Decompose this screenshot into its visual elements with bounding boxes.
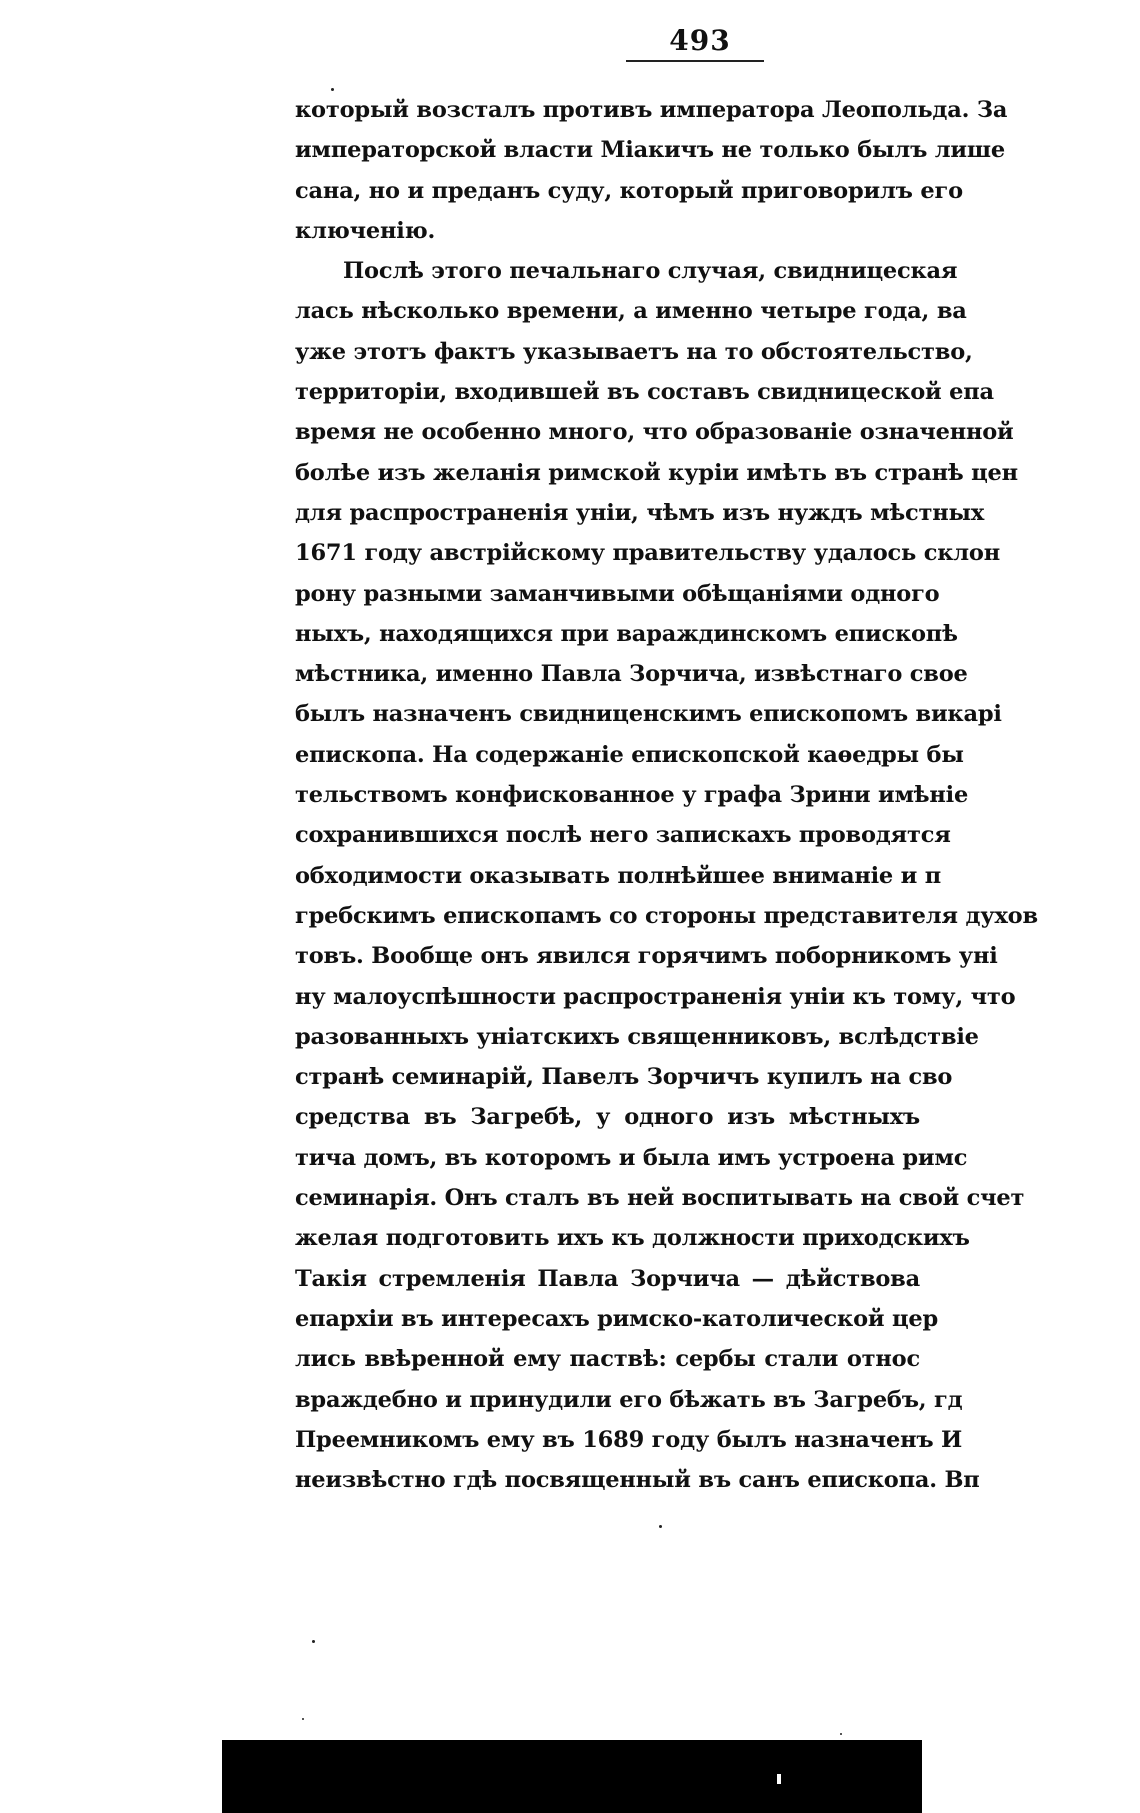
text-line-26: средства въ Загребѣ, у одного изъ мѣстныхъ: [295, 1104, 920, 1131]
text-line-28: семинарія. Онъ сталъ въ ней воспитывать на свой счет: [295, 1185, 1025, 1212]
scan-speck: [302, 1718, 304, 1720]
text-line-11: для распространенія уніи, чѣмъ изъ нуждъ мѣстных: [295, 499, 985, 526]
text-line-34: Преемникомъ ему въ 1689 году былъ назначенъ И: [295, 1426, 963, 1453]
text-line-29: желая подготовить ихъ къ должности приходскихъ: [295, 1225, 970, 1252]
text-line-17: епископа. На содержаніе епископской каѳедры бы: [295, 741, 964, 768]
text-line-4: ключенію.: [295, 217, 436, 244]
text-line-16: былъ назначенъ свидниценскимъ епископомъ викарі: [295, 701, 1002, 728]
text-line-35: неизвѣстно гдѣ посвященный въ санъ епископа. Вп: [295, 1467, 980, 1494]
text-line-25: странѣ семинарій, Павелъ Зорчичъ купилъ на сво: [295, 1064, 953, 1091]
text-line-14: ныхъ, находящихся при вараждинскомъ епископѣ: [295, 620, 958, 647]
text-line-10: болѣе изъ желанія римской куріи имѣть въ странѣ цен: [295, 459, 1018, 486]
text-column: [295, 90, 1038, 1520]
text-line-30: Такія стремленія Павла Зорчича — дѣйствова: [295, 1265, 920, 1292]
text-line-31: епархіи въ интересахъ римско-католической цер: [295, 1305, 939, 1332]
text-line-5: Послѣ этого печальнаго случая, свидницеская: [343, 258, 958, 285]
scan-speck: [659, 1525, 662, 1528]
text-line-21: гребскимъ епископамъ со стороны представителя духов: [295, 902, 1038, 929]
text-line-2: императорской власти Міакичъ не только былъ лише: [295, 137, 1006, 164]
text-line-33: враждебно и принудили его бѣжать въ Загребъ, гд: [295, 1386, 963, 1413]
page-number: 493: [669, 24, 731, 57]
scan-speck: [777, 1774, 781, 1784]
text-line-1: который возсталъ противъ императора Леопольда. За: [295, 97, 1008, 123]
text-line-23: ну малоуспѣшности распространенія уніи къ тому, что: [295, 983, 1016, 1010]
text-line-8: территоріи, входившей въ составъ свидницеской епа: [295, 379, 994, 406]
text-line-3: сана, но и преданъ суду, который приговорилъ его: [295, 177, 963, 204]
text-line-20: обходимости оказывать полнѣйшее вниманіе и п: [295, 862, 942, 889]
scan-speck: [331, 88, 334, 91]
text-line-7: уже этотъ фактъ указываетъ на то обстоятельство,: [295, 338, 973, 365]
text-line-32: лись ввѣренной ему паствѣ: сербы стали относ: [295, 1346, 920, 1373]
text-line-22: товъ. Вообще онъ явился горячимъ поборникомъ уні: [295, 943, 998, 970]
text-line-27: тича домъ, въ которомъ и была имъ устроена римс: [295, 1144, 968, 1171]
text-line-12: 1671 году австрійскому правительству удалось склон: [295, 540, 1000, 567]
page-number-rule: [626, 60, 764, 62]
text-line-19: сохранившихся послѣ него запискахъ проводятся: [295, 822, 951, 849]
text-line-24: разованныхъ уніатскихъ священниковъ, вслѣдствіе: [295, 1023, 979, 1050]
text-line-9: время не особенно много, что образованіе означенной: [295, 419, 1014, 446]
text-line-6: лась нѣсколько времени, а именно четыре года, ва: [295, 298, 967, 325]
scan-speck: [840, 1733, 842, 1735]
scan-bottom-band: [222, 1740, 922, 1813]
text-line-13: рону разными заманчивыми обѣщаніями одного: [295, 580, 940, 607]
scan-speck: [312, 1640, 315, 1643]
text-line-18: тельствомъ конфискованное у графа Зрини имѣніе: [295, 782, 969, 809]
text-line-15: мѣстника, именно Павла Зорчича, извѣстнаго свое: [295, 661, 968, 688]
